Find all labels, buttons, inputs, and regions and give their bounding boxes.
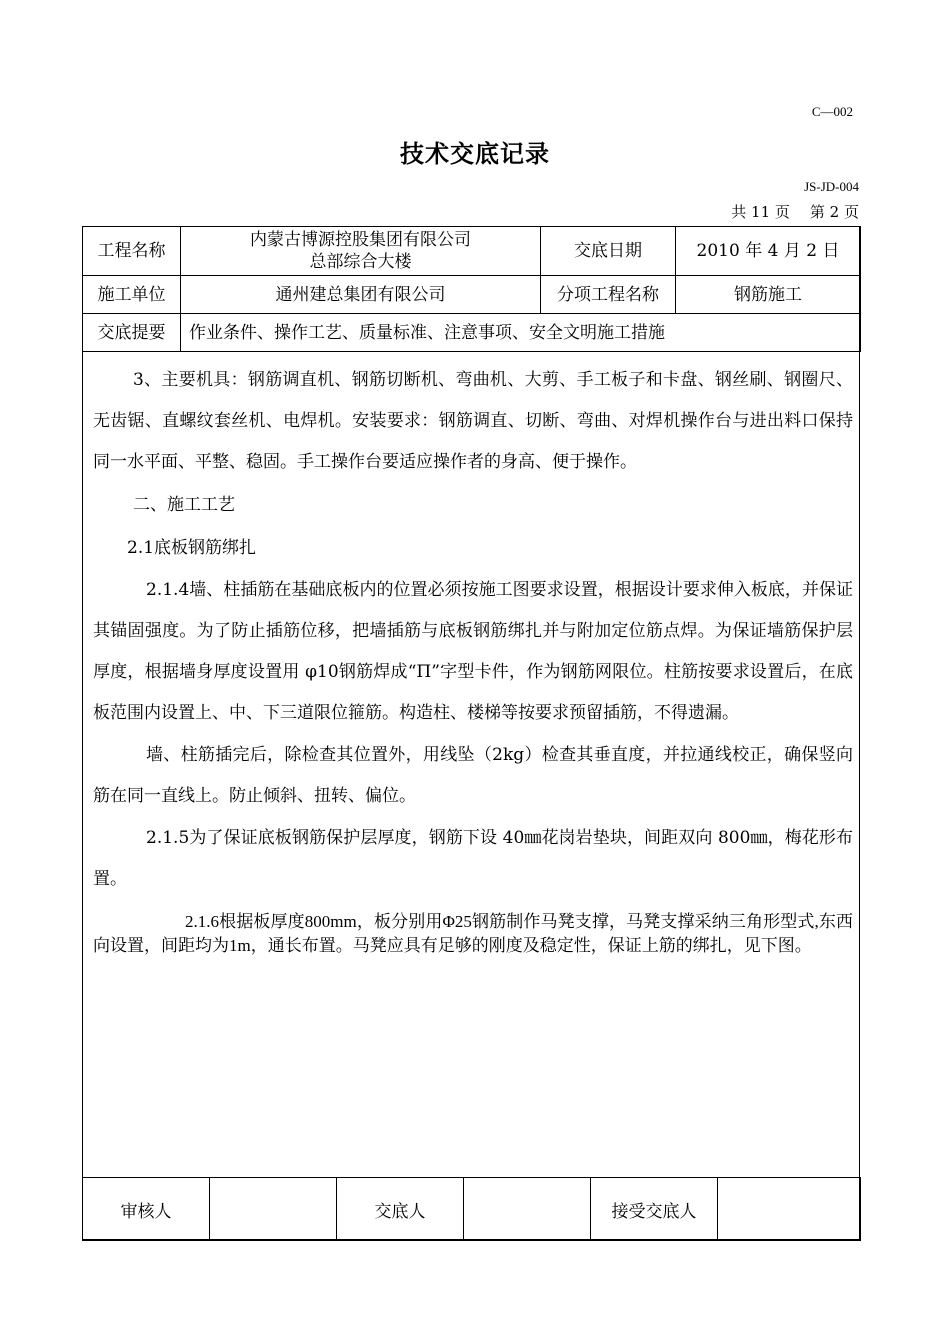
subproject-value: 钢筋施工 xyxy=(676,276,861,314)
summary-label: 交底提要 xyxy=(83,314,181,352)
document-number: JS-JD-004 xyxy=(804,179,859,194)
section-heading-process: 二、施工工艺 xyxy=(133,495,235,515)
project-name-value xyxy=(181,227,541,276)
contractor-label: 施工单位 xyxy=(83,276,181,314)
receiver-signature-field[interactable] xyxy=(718,1178,861,1241)
paragraph-verticality: 墙、柱筋插完后，除检查其位置外，用线坠（2kg）检查其垂直度，并拉通线校正，确保竖向筋在同一直线上。防止倾斜、扭转、偏位。 xyxy=(93,745,853,806)
paragraph-2-1-5: 2.1.5为了保证底板钢筋保护层厚度，钢筋下设 40㎜花岗岩垫块，间距双向 800㎜，梅花形布置。 xyxy=(93,828,853,889)
contractor-value: 通州建总集团有限公司 xyxy=(181,276,541,314)
signature-table xyxy=(82,1177,861,1241)
header-row-project xyxy=(83,227,861,276)
page-count xyxy=(725,201,859,222)
summary-value: 作业条件、操作工艺、质量标准、注意事项、安全文明施工措施 xyxy=(181,314,861,352)
subproject-label: 分项工程名称 xyxy=(541,276,676,314)
project-name-line1: 内蒙古博源控股集团有限公司 xyxy=(250,230,471,250)
header-table xyxy=(82,226,861,352)
paragraph-2-1-4: 2.1.4墙、柱插筋在基础底板内的位置必须按施工图要求设置，根据设计要求伸入板底，并保证其锚固强度。为了防止插筋位移，把墙插筋与底板钢筋绑扎并与附加定位筋点焊。为保证墙筋保护层厚度，根据墙身厚度设置用 φ10钢筋焊成“Π”字型卡件，作为钢筋网限位。柱筋按要求设置后，在底板范围内设置上、中、下三道限位箍筋。构造柱、楼梯等按要求预留插筋，不得遗漏。 xyxy=(93,580,853,723)
paragraph-2-1-6: 2.1.6根据板厚度800mm，板分别用Φ25钢筋制作马凳支撑，马凳支撑采纳三角形型式,东西向设置，间距均为1m，通长布置。马凳应具有足够的刚度及稳定性，保证上筋的绑扎，见下图。 xyxy=(93,912,853,955)
signature-row xyxy=(83,1178,861,1241)
discloser-signature-field[interactable] xyxy=(464,1178,591,1241)
disclosure-date-label: 交底日期 xyxy=(541,227,676,276)
header-row-summary xyxy=(83,314,861,352)
discloser-label: 交底人 xyxy=(337,1178,464,1241)
project-name-line2: 总部综合大楼 xyxy=(309,252,412,272)
header-row-contractor xyxy=(83,276,861,314)
disclosure-content xyxy=(93,360,853,958)
reviewer-label: 审核人 xyxy=(83,1178,210,1241)
disclosure-date-value: 2010 年 4 月 2 日 xyxy=(676,227,861,276)
project-name-label: 工程名称 xyxy=(83,227,181,276)
current-page: 第 2 页 xyxy=(809,203,859,221)
receiver-label: 接受交底人 xyxy=(591,1178,718,1241)
form-code: C—002 xyxy=(811,104,853,119)
reviewer-signature-field[interactable] xyxy=(210,1178,337,1241)
document-title: 技术交底记录 xyxy=(400,139,550,168)
subsection-heading-slab: 2.1底板钢筋绑扎 xyxy=(127,538,257,558)
paragraph-main-tools: 3、主要机具：钢筋调直机、钢筋切断机、弯曲机、大剪、手工板子和卡盘、钢丝刷、钢圈尺、无齿锯、直螺纹套丝机、电焊机。安装要求：钢筋调直、切断、弯曲、对焊机操作台与进出料口保持同一水平面、平整、稳固。手工操作台要适应操作者的身高、便于操作。 xyxy=(93,370,853,472)
total-pages: 共 11 页 xyxy=(731,203,790,221)
